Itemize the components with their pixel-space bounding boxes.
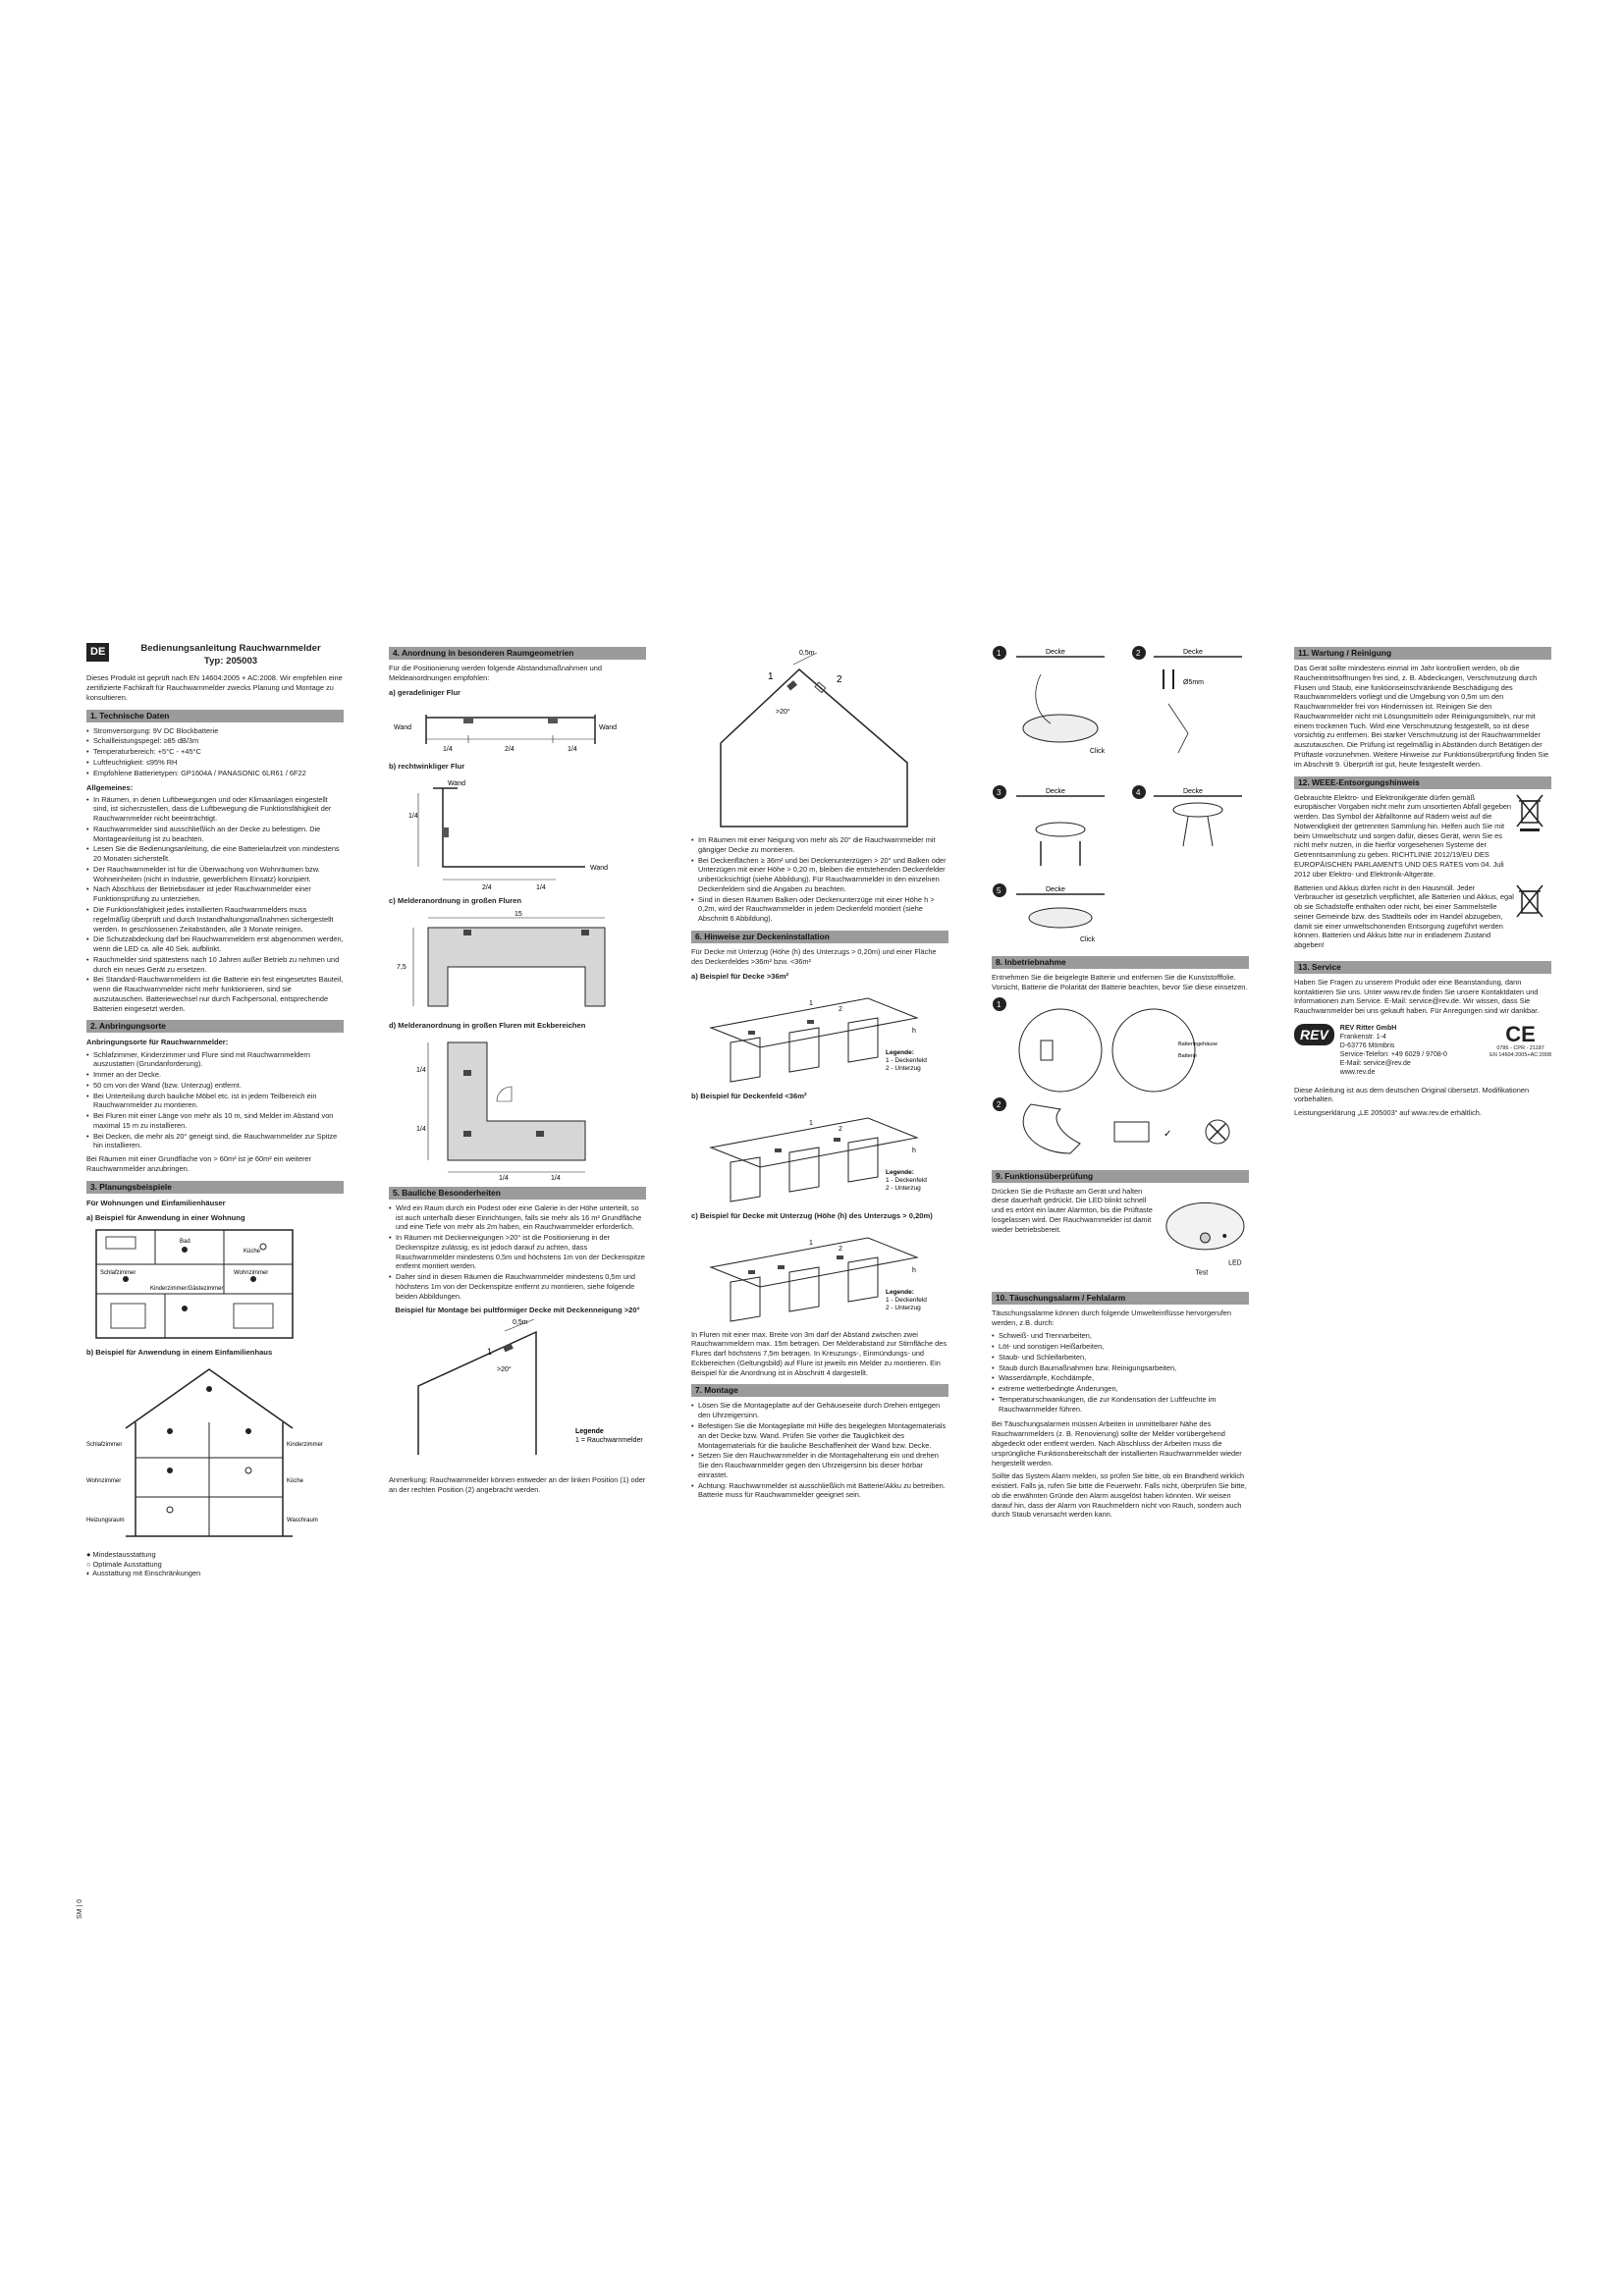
- gable-marker-2: 2: [837, 674, 842, 685]
- list-item: • Staub- und Schleifarbeiten,: [999, 1353, 1249, 1362]
- svg-text:5: 5: [997, 886, 1001, 895]
- legend-optimal: ○ Optimale Ausstattung: [86, 1559, 162, 1569]
- ce-block: CE 0786 - CPR - 21187 EN 14604:2005+AC:2008: [1489, 1022, 1551, 1059]
- step1-ceiling-label: Decke: [1046, 649, 1065, 656]
- corner-hall-heading: d) Melderanordnung in großen Fluren mit Eckbereichen: [389, 1020, 586, 1030]
- room-label-bedroom: Schlafzimmer: [100, 1269, 136, 1276]
- ceiling-b-legend-1: 1 - Deckenfeld: [886, 1176, 927, 1184]
- structural-list: [389, 1203, 646, 1302]
- weee-text: Gebrauchte Elektro- und Elektronikgeräte dürfen gemäß europäischer Vorgaben nicht mehr zum unsortierten Abfall gegeben werden. Das Symbol der Abfalltonne auf Rädern weist auf die Notwendigkeit der getrennten Sammlung hin. Helfen auch Sie mit beim Umweltschutz und sorgen dafür, dieses Gerät, wenn Sie es nicht mehr nutzen, in die hierfür vorgesehenen Systeme der Getrenntsammlung zu geben. RICHTLINIE 2012/19/EU DES EUROPÄISCHEN PARLAMENTS UND DES RATES vom 04. Juli 2012 über Elektro- und Elektronik-Altgeräte.: [1294, 792, 1512, 879]
- equipment-legend: [86, 1550, 344, 1578]
- placement-note: Bei Räumen mit einer Grundfläche von > 60m² ist je 60m² ein weiterer Rauchwarnmelder anzubringen.: [86, 1154, 312, 1173]
- ceiling-a-legend-2: 2 - Unterzug: [886, 1064, 921, 1072]
- step5-ceiling-label: Decke: [1046, 886, 1065, 893]
- svg-text:2: 2: [997, 1099, 1001, 1109]
- list-item: • In Räumen mit Deckenneigungen >20° ist die Positionierung in der Deckenspitze zulässig, es ist jedoch darauf zu achten, dass Rauchwarnmelder mindestens 0,5m und höchstens 1m von der Deckenspitze entfernt montiert werden.: [396, 1233, 646, 1271]
- list-item: • Staub durch Baumaßnahmen bzw. Reinigungsarbeiten,: [999, 1363, 1249, 1373]
- ceiling-c-legend-title: Legende:: [886, 1288, 914, 1296]
- commissioning-text: Entnehmen Sie die beigelegte Batterie und entfernen Sie die Kunststofffolie. Vorsicht, Batterie die Polarität der Batterie beachten, bevor Sie diese einsetzen.: [992, 973, 1248, 991]
- list-item: • Die Funktionsfähigkeit jedes installierten Rauchwarnmelders muss regelmäßig überprüft und durch Instandhaltungsmaßnahmen sichergestellt werden. In geschlossenen Zeitabständen, alle 3 Monate reinigen.: [93, 905, 344, 934]
- list-item: • Im Räumen mit einer Neigung von mehr als 20° die Rauchwarnmelder mit gängiger Decke zu montieren.: [698, 835, 948, 855]
- ceiling-c-legend-1: 1 - Deckenfeld: [886, 1296, 927, 1304]
- section-13-heading: 13. Service: [1294, 961, 1551, 974]
- section-6-heading: 6. Hinweise zur Deckeninstallation: [691, 931, 948, 943]
- language-badge: DE: [86, 643, 109, 662]
- dim-wall-left: Wand: [394, 723, 412, 731]
- test-button-label: Test: [1195, 1269, 1209, 1277]
- ceiling-a-label-2: 2: [839, 1005, 842, 1013]
- ce-mark: CE: [1505, 1022, 1536, 1047]
- pult-legend-title: Legende: [575, 1428, 604, 1436]
- straight-hall-figure: [389, 700, 646, 757]
- list-item: • Lösen Sie die Montageplatte auf der Gehäuseseite durch Drehen entgegen den Uhrzeigersinn.: [698, 1401, 948, 1420]
- gable-angle: >20°: [776, 709, 790, 716]
- list-item: • Bei Deckenflächen ≥ 36m² und bei Deckenunterzügen > 20° und Balken oder Unterzügen mit einer Höhe > 0,20 m, bleiben die entstehenden Deckenfelder unberücksichtigt (siehe Abbildung). Für Rauchwarnmelder in den einzelnen Deckenfeldern sind die Angaben zu beachten.: [698, 856, 948, 894]
- step5-click-label: Click: [1080, 936, 1096, 943]
- declaration-note: Leistungserklärung „LE 205003“ auf www.rev.de erhältlich.: [1294, 1108, 1482, 1118]
- ceiling-a-heading: a) Beispiel für Decke >36m²: [691, 971, 788, 981]
- ceiling-b-figure: [691, 1103, 948, 1206]
- false-alarm-paragraph-1: Bei Täuschungsalarmen müssen Arbeiten in unmittelbarer Nähe des Rauchwarnmelders (z. B. Renovierung) sollte der Melder vorübergehend abgedeckt oder entfernt werden. Nach Abschluss der Arbeiten muss die ursprüngliche Funktionsbereitschaft der installierten Rauchwarnmelder wieder hergestellt werden.: [992, 1419, 1242, 1468]
- ceiling-a-legend-1: 1 - Deckenfeld: [886, 1056, 927, 1064]
- section-7-heading: 7. Montage: [691, 1384, 948, 1397]
- ceiling-b-legend-2: 2 - Unterzug: [886, 1184, 921, 1192]
- pult-legend-item: 1 = Rauchwarnmelder: [575, 1437, 643, 1445]
- general-heading: Allgemeines:: [86, 782, 134, 792]
- house-label-bedroom: Schlafzimmer: [86, 1441, 123, 1448]
- house-label-heating: Heizungsraum: [86, 1517, 125, 1523]
- pult-roof-figure: [389, 1317, 646, 1469]
- dim-quarter-2: 1/4: [568, 745, 577, 753]
- ceiling-b-legend-title: Legende:: [886, 1168, 914, 1176]
- step2-ceiling-label: Decke: [1183, 649, 1203, 656]
- list-item: • Achtung: Rauchwarnmelder ist ausschließlich mit Batterie/Akku zu betreiben. Batterie muss für Rauchwarnmelder geeignet sein.: [698, 1481, 948, 1501]
- false-alarm-paragraph-2: Sollte das System Alarm melden, so prüfen Sie bitte, ob ein Brandherd wirklich existiert. Falls ja, rufen Sie bitte die Feuerwehr. Falls nicht, überprüfen Sie bitte, ob die erwähnten Gründe den Alarm ausgelöst haben könnten. Wir weisen darauf hin, dass der Alarm von Rauchmeldern nicht von Rauch, sondern auch durch Staub verursacht werden kann.: [992, 1471, 1247, 1520]
- angled-dim-quarter-2: 1/4: [536, 883, 546, 891]
- hall-note: In Fluren mit einer max. Breite von 3m darf der Abstand zwischen zwei Rauchwarnmeldern max. 15m betragen. Der Melderabstand zur Stirnfläche des Flures darf höchstens 7,5m betragen. In Kreuzungs-, Einmündungs- und Eckbereichen (Geltungsbild) auf Flure ist jeweils ein Melder zu montieren. Ein Beispiel für die Anordnung ist in Abschnitt 4 dargestellt.: [691, 1329, 947, 1377]
- test-row: [992, 1187, 1249, 1285]
- list-item: • Setzen Sie den Rauchwarnmelder in die Montagehalterung ein und drehen Sie den Rauchwarnmelder gegen den Uhrzeigersinn bis dieser hörbar einrastet.: [698, 1451, 948, 1479]
- large-hall-figure: [389, 908, 646, 1016]
- list-item: • Temperaturbereich: +5°C - +45°C: [93, 747, 344, 757]
- svg-text:3: 3: [997, 788, 1001, 797]
- house-label-kids: Kinderzimmer: [287, 1441, 324, 1448]
- section-11-heading: 11. Wartung / Reinigung: [1294, 647, 1551, 660]
- weee-row: [1294, 793, 1551, 883]
- section-5-heading: 5. Bauliche Besonderheiten: [389, 1187, 646, 1200]
- section-9-heading: 9. Funktionsüberprüfung: [992, 1170, 1249, 1183]
- svg-text:4: 4: [1136, 788, 1141, 797]
- step1-click-label: Click: [1090, 748, 1106, 755]
- ceiling-a-label-1: 1: [809, 999, 813, 1007]
- angled-dim-quarter: 1/4: [408, 812, 418, 820]
- house-label-kitchen: Küche: [287, 1477, 304, 1484]
- large-hall-dim-7-5: 7,5: [397, 963, 406, 971]
- list-item: • 50 cm von der Wand (bzw. Unterzug) entfernt.: [93, 1081, 344, 1091]
- step4-ceiling-label: Decke: [1183, 788, 1203, 795]
- ceiling-b-heading: b) Beispiel für Deckenfeld <36m²: [691, 1091, 807, 1100]
- angled-wall-label: Wand: [448, 779, 466, 787]
- planning-subheading: Für Wohnungen und Einfamilienhäuser: [86, 1198, 226, 1207]
- ceiling-c-label-2: 2: [839, 1245, 842, 1253]
- house-label-living: Wohnzimmer: [86, 1477, 122, 1484]
- list-item: • Sind in diesen Räumen Balken oder Deckenunterzüge mit einer Höhe h > 0,2m, wird der Rauchwarnmelder in jedem Deckenfeld montiert (siehe Abschnitt 6 Abbildung).: [698, 895, 948, 924]
- gable-roof-figure: [691, 645, 948, 831]
- gable-notes-list: [691, 835, 948, 924]
- ceiling-a-figure: [691, 984, 948, 1087]
- house-section-figure: [86, 1360, 332, 1546]
- room-label-kids: Kinderzimmer/Gästezimmer: [150, 1285, 224, 1292]
- corner-dim-quarter-v1: 1/4: [416, 1066, 426, 1074]
- svg-text:✓: ✓: [1164, 1128, 1172, 1140]
- section-12-heading: 12. WEEE-Entsorgungshinweis: [1294, 776, 1551, 789]
- legend-minimum: ● Mindestausstattung: [86, 1549, 156, 1559]
- maintenance-text: Das Gerät sollte mindestens einmal im Jahr kontrolliert werden, ob die Raucheintrittsöffnungen frei sind, z. B. Abdeckungen, Verschmutzung durch Flusen und Staub, eine funktionseinschränkende Beschädigung des Rauchwarnmelders vorliegt und die Umgebung von 0,5m um den Rauchwarnmelder frei von Hindernissen ist. Reinigen Sie den Rauchwarnmelder nicht mit Lösungsmitteln oder Reinigungsmitteln, nur mit einem trockenen Tuch. Wird eine Verschmutzung festgestellt, so ist diese vorsichtig zu entfernen. Bei starker Verschmutzung ist der Rauchwarnmelder auszutauschen. Die Prüfung ist regelmäßig in Abständen durch Betätigen der Prüftaste vorzunehmen. Weitere Hinweise zur Funktionsüberprüfung finden Sie im Abschnitt 9. Überprüft ist gut, heute festgestellt werden.: [1294, 664, 1549, 769]
- page-title: Bedienungsanleitung Rauchwarnmelder: [140, 643, 321, 654]
- step3-ceiling-label: Decke: [1046, 788, 1065, 795]
- section-4-heading: 4. Anordnung in besonderen Raumgeometrien: [389, 647, 646, 660]
- svg-text:1: 1: [997, 999, 1001, 1009]
- angled-hall-heading: b) rechtwinkliger Flur: [389, 761, 465, 771]
- ceiling-c-legend-2: 2 - Unterzug: [886, 1304, 921, 1311]
- angled-hall-figure: [389, 774, 646, 891]
- corner-hall-figure: [389, 1033, 646, 1180]
- placement-list: [86, 1050, 344, 1151]
- battery-insert-figure: [992, 996, 1257, 1163]
- ceiling-c-label-1: 1: [809, 1239, 813, 1247]
- angled-dim-half: 2/4: [482, 883, 492, 891]
- column-5: [1294, 643, 1551, 1122]
- list-item: • Empfohlene Batterietypen: GP1604A / PANASONIC 6LR61 / 6F22: [93, 769, 344, 778]
- list-item: • Rauchmelder sind spätestens nach 10 Jahren außer Betrieb zu nehmen und durch ein neues Gerät zu ersetzen.: [93, 955, 344, 975]
- angled-wall-right: Wand: [590, 864, 609, 872]
- corner-dim-quarter-v2: 1/4: [416, 1125, 426, 1133]
- list-item: • In Räumen, in denen Luftbewegungen und oder Klimaanlagen eingestellt sind, ist sicherzustellen, dass die Luftbewegung die Funktionsfähigkeit der Rauchwarnmelder nicht beeinträchtigt.: [93, 795, 344, 824]
- list-item: • Schlafzimmer, Kinderzimmer und Flure sind mit Rauchwarnmeldern auszustatten (Grundanforderung).: [93, 1050, 344, 1070]
- test-text: Drücken Sie die Prüftaste am Gerät und halten diese dauerhaft gedrückt. Die LED blinkt schnell und es ertönt ein lauter Alarmton, bis die Prüftaste losgelassen wird. Der Rauchwarnmelder ist damit wieder betriebsbereit.: [992, 1186, 1153, 1234]
- list-item: • Daher sind in diesen Räumen die Rauchwarnmelder mindestens 0,5m und höchstens 1m von der Deckenspitze entfernt zu montieren, siehe folgende beiden Abbildungen.: [396, 1272, 646, 1301]
- step2-screw-label: Ø5mm: [1183, 679, 1204, 686]
- list-item: • Bei Unterteilung durch bauliche Möbel etc. ist in jedem Teilbereich ein Rauchwarnmelder zu montieren.: [93, 1092, 344, 1111]
- list-item: • Die Schutzabdeckung darf bei Rauchwarnmeldern erst abgenommen werden, wenn die LED ca. alle 40 Sek. aufblinkt.: [93, 934, 344, 954]
- list-item: • Nach Abschluss der Betriebsdauer ist jeder Rauchwarnmelder einer Funktionsprüfung zu unterziehen.: [93, 884, 344, 904]
- legend-restricted: ◐ Ausstattung mit Einschränkungen: [86, 1569, 201, 1578]
- list-item: • Bei Standard-Rauchwarnmeldern ist die Batterie ein fest eingesetztes Bauteil, wenn die Rauchwarnmelder nicht mehr funktionieren, sind sie auszutauschen. Batteriewechsel nur durch Fachpersonal, entsprechende Batterien eingesetzt werden.: [93, 975, 344, 1013]
- header-block: [86, 643, 344, 667]
- crossed-bin-battery-icon: [1515, 883, 1544, 923]
- room-label-living: Wohnzimmer: [234, 1269, 269, 1276]
- pult-dim-0-5m: 0,5m: [513, 1319, 528, 1327]
- list-item: • Schweiß- und Trennarbeiten,: [999, 1331, 1249, 1341]
- pult-footnote: Anmerkung: Rauchwarnmelder können entweder an der linken Position (1) oder an der rechten Position (2) angebracht werden.: [389, 1475, 646, 1495]
- corner-dim-quarter-h2: 1/4: [551, 1174, 561, 1180]
- intro-text: Dieses Produkt ist geprüft nach EN 14604:2005 + AC:2008. Wir empfehlen eine zertifizierte Fachkraft für Rauchwarnmelder zwecks Planung und Montage zu konsultieren.: [86, 673, 343, 702]
- flat-floorplan-figure: [86, 1225, 302, 1343]
- list-item: • Befestigen Sie die Montageplatte mit Hilfe des beigelegten Montagematerials an der Decke bzw. Wand. Prüfen Sie vorher die Tauglichkeit des Montagematerials für die bauliche Beschaffenheit der Wand bzw. Decke.: [698, 1421, 948, 1450]
- company-name: REV Ritter GmbH: [1339, 1025, 1397, 1033]
- section-8-heading: 8. Inbetriebnahme: [992, 956, 1249, 969]
- section-4-intro: Für die Positionierung werden folgende Abstandsmaßnahmen und Meldeanordnungen empfohlen:: [389, 664, 602, 682]
- section-10-heading: 10. Täuschungsalarm / Fehlalarm: [992, 1292, 1249, 1305]
- section-1-heading: 1. Technische Daten: [86, 710, 344, 722]
- battery-label: Batterie: [1178, 1052, 1197, 1059]
- translation-note: Diese Anleitung ist aus dem deutschen Original übersetzt. Modifikationen vorbehalten.: [1294, 1085, 1530, 1104]
- mounting-steps-figure: [992, 645, 1257, 949]
- list-item: • extreme wetterbedingte Änderungen,: [999, 1384, 1249, 1394]
- company-address: REV Ritter GmbH Frankenstr. 1-4 D-63776 Mömbris Service-Telefon: +49 6029 / 9708-0 E-Mail: service@rev.de www.rev.de: [1339, 1025, 1447, 1077]
- flat-example-heading: a) Beispiel für Anwendung in einer Wohnung: [86, 1212, 245, 1222]
- svg-text:2: 2: [1136, 649, 1141, 658]
- rev-logo: REV: [1294, 1024, 1334, 1045]
- list-item: • Immer an der Decke.: [93, 1070, 344, 1080]
- list-item: • Bei Decken, die mehr als 20° geneigt sind, die Rauchwarnmelder zur Spitze hin installieren.: [93, 1132, 344, 1151]
- list-item: • Lesen Sie die Bedienungsanleitung, die eine Batterielaufzeit von mindestens 20 Monaten sicherstellt.: [93, 844, 344, 864]
- mounting-list: [691, 1401, 948, 1500]
- list-item: • Schallleistungspegel: ≥85 dB/3m: [93, 736, 344, 746]
- list-item: • Bei Fluren mit einer Länge von mehr als 10 m, sind Melder im Abstand von maximal 15 m zu installieren.: [93, 1111, 344, 1131]
- ceiling-a-label-h: h: [912, 1027, 916, 1035]
- list-item: • Temperaturschwankungen, die zur Kondensation der Luftfeuchte im Rauchwarnmelder führen.: [999, 1395, 1249, 1415]
- battery-disposal-text: Batterien und Akkus dürfen nicht in den Hausmüll. Jeder Verbraucher ist gesetzlich verpflichtet, alle Batterien und Akkus, egal ob sie Schadstoffe enthalten oder nicht, bei einer Sammelstelle seiner Gemeinde bzw. des Stadtteils oder im Handel abzugeben, damit sie einer umweltschonenden Entsorgung zugeführt werden können. Batterien und Akkus bitte nur in entladenem Zustand abgeben!: [1294, 882, 1514, 950]
- section-3-heading: 3. Planungsbeispiele: [86, 1181, 344, 1194]
- false-alarm-list: [992, 1331, 1249, 1414]
- list-item: • Luftfeuchtigkeit: ≤95% RH: [93, 758, 344, 768]
- gable-marker-1: 1: [768, 671, 774, 682]
- list-item: • Wird ein Raum durch ein Podest oder eine Galerie in der Höhe unterteilt, so ist auch unterhalb dieser Einrichtungen, falls sie mehr als 16 m² Grundfläche und eine Tiefe von mehr als 2m haben, ein Rauchwarnmelder erforderlich.: [396, 1203, 646, 1232]
- ceiling-c-label-h: h: [912, 1266, 916, 1274]
- room-label-bath: Bad: [180, 1238, 190, 1245]
- column-4: [992, 643, 1249, 1523]
- general-list: [86, 795, 344, 1014]
- column-3: [691, 643, 948, 1501]
- house-label-laundry: Waschraum: [287, 1517, 318, 1523]
- dim-quarter-1: 1/4: [443, 745, 453, 753]
- detector-test-figure: [1157, 1187, 1249, 1285]
- large-hall-heading: c) Melderanordnung in großen Fluren: [389, 895, 522, 905]
- ceiling-b-label-1: 1: [809, 1119, 813, 1127]
- ceiling-c-heading: c) Beispiel für Decke mit Unterzug (Höhe (h) des Unterzugs > 0,20m): [691, 1210, 933, 1220]
- ceiling-b-label-h: h: [912, 1147, 916, 1154]
- placement-heading: Anbringungsorte für Rauchwarnmelder:: [86, 1038, 229, 1047]
- battery-disposal-row: [1294, 883, 1551, 954]
- ceiling-c-figure: [691, 1223, 948, 1326]
- battery-housing-label: Batteriegehäuse: [1178, 1041, 1218, 1047]
- service-text: Haben Sie Fragen zu unserem Produkt oder eine Beanstandung, dann kontaktieren Sie uns. Unter www.rev.de finden Sie unsere Kontaktdaten und Informationen zum Service. E-Mail: service@rev.de. Wir wissen, dass Sie Rauchwarnmelder bei uns gekauft haben. Für Anregungen sind wir dankbar.: [1294, 977, 1540, 1016]
- list-item: • Der Rauchwarnmelder ist für die Überwachung von Wohnräumen bzw. Wohneinheiten (nicht in Industrie, gewerblichem Einsatz) konzipiert.: [93, 865, 344, 884]
- room-label-kitchen: Küche: [244, 1248, 261, 1255]
- section-2-heading: 2. Anbringungsorte: [86, 1020, 344, 1033]
- list-item: • Löt- und sonstigen Heißarbeiten,: [999, 1342, 1249, 1352]
- dim-wall-right: Wand: [599, 723, 618, 731]
- list-item: • Rauchwarnmelder sind ausschließlich an der Decke zu befestigen. Die Montageanleitung ist zu beachten.: [93, 825, 344, 844]
- company-block: [1294, 1024, 1551, 1078]
- crossed-bin-icon: [1515, 793, 1544, 832]
- list-item: • Wasserdämpfe, Kochdämpfe,: [999, 1373, 1249, 1383]
- pult-figure-heading: Beispiel für Montage bei pultförmiger Decke mit Deckenneigung >20°: [395, 1306, 640, 1315]
- pult-marker-1: 1: [487, 1347, 493, 1358]
- house-example-heading: b) Beispiel für Anwendung in einem Einfamilienhaus: [86, 1347, 273, 1357]
- print-code: SM | 0: [77, 1898, 83, 1919]
- straight-hall-heading: a) geradeliniger Flur: [389, 687, 461, 697]
- gable-dim-0-5m: 0,5m: [799, 650, 815, 657]
- svg-text:1: 1: [997, 649, 1001, 658]
- large-hall-dim-15: 15: [514, 910, 522, 918]
- ceiling-b-label-2: 2: [839, 1125, 842, 1133]
- false-alarm-intro: Täuschungsalarme können durch folgende Umwelteinflüsse hervorgerufen werden, z.B. durch:: [992, 1308, 1232, 1327]
- column-2: [389, 643, 646, 1499]
- led-label: LED: [1228, 1259, 1242, 1267]
- section-6-intro: Für Decke mit Unterzug (Höhe (h) des Unterzugs > 0,20m) und einer Fläche des Deckenfeldes >36m² bzw. <36m²: [691, 946, 937, 966]
- pult-angle: >20°: [497, 1366, 512, 1374]
- technical-data-list: [86, 726, 344, 778]
- corner-dim-quarter-h1: 1/4: [499, 1174, 509, 1180]
- type-number: Typ: 205003: [203, 655, 258, 667]
- dim-half: 2/4: [505, 745, 514, 753]
- ceiling-a-legend-title: Legende:: [886, 1048, 914, 1056]
- list-item: • Stromversorgung: 9V DC Blockbatterie: [93, 726, 344, 736]
- column-1: [86, 643, 344, 1578]
